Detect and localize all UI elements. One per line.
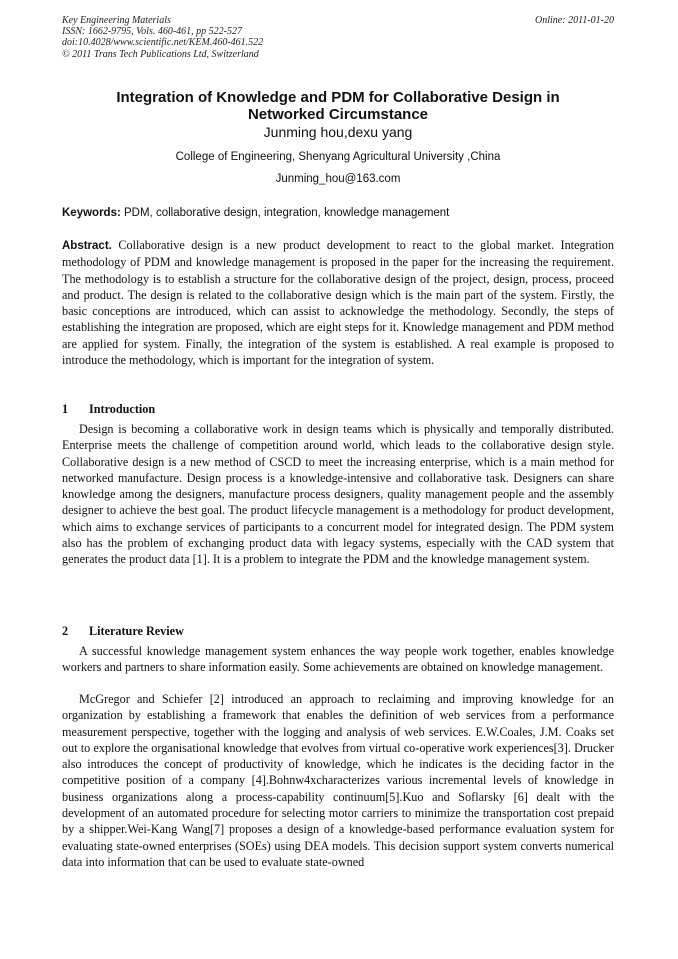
abstract-paragraph xyxy=(62,237,614,368)
journal-issn: ISSN: 1662-9795, Vols. 460-461, pp 522-527 xyxy=(62,26,242,38)
journal-name: Key Engineering Materials xyxy=(62,15,171,26)
literature-paragraph-2: McGregor and Schiefer [2] introduced an approach to reclaiming and improving knowledge for an organization by establishing a framework that enables the definition of web services from a performance measurement perspective, together with the logging and analysis of web services. E.W.Coales, J.M. Coaks set out to explore the organisational knowledge that evolves from virtual co-operative work experiences[3]. Drucker also introduces the concept of productivity of knowledge, which he indicates is the deciding factor in the competitive position of a company [4].Bohnw4xcharacterizes various incremental levels of knowledge in business organizations along a process-capability continuum[5].Kuo and Soflarsky [6] dealt with the development of an automated procedure for selecting motor carriers to minimize the transportation cost prepaid by a shipper.Wei-Kang Wang[7] proposes a design of a knowledge-based performance evaluation system for evaluating state-owned enterprises (SOEs) using DEA models. This decision support system converts numerical data into information that can be used to evaluate state-owned xyxy=(62,692,614,869)
paper-title-line-1: Integration of Knowledge and PDM for Collaborative Design in xyxy=(116,89,560,106)
abstract-text: Collaborative design is a new product development to react to the global market. Integration methodology of PDM and knowledge management is proposed in the paper for the increasing the requirement. The methodology is to establish a structure for the collaborative design of the project, design, process, proceed and product. The design is related to the collaborative design which is the main part of the system. Firstly, the basic conceptions are introduced, which can assist to acknowledge the methodology. Secondly, the steps of establishing the integration are proposed, which are eight steps for it. Knowledge management and PDM method are applied for system. Finally, the integration of the system is established. A real example is proposed to introduce the methodology, which is important for the integration of system. xyxy=(62,238,614,368)
journal-info xyxy=(62,15,263,60)
literature-paragraph-1: A successful knowledge management system enhances the way people work together, enables knowledge workers and partners to share information easily. Some achievements are obtained on knowledge management. xyxy=(62,644,614,675)
keywords-text: PDM, collaborative design, integration, knowledge management xyxy=(124,207,450,219)
section-number: 1 xyxy=(62,402,69,416)
section-title: Literature Review xyxy=(89,624,184,638)
section-heading-literature-review xyxy=(62,623,614,639)
section-heading-introduction xyxy=(62,401,614,417)
section-number: 2 xyxy=(62,624,69,638)
paper-title xyxy=(62,89,614,123)
journal-doi[interactable]: doi:10.4028/www.scientific.net/KEM.460-461.522 xyxy=(62,37,264,49)
keywords-line xyxy=(62,206,614,220)
introduction-paragraph: Design is becoming a collaborative work in design teams which is physically and temporally distributed. Enterprise meets the challenge of competition around world, which leads to the collaborative design style. Collaborative design is a new method of CSCD to meet the increasing enterprise, which is a main method for networked manufacture. Design process is a knowledge-intensive and collaborative task. Designers can share knowledge among the designers, manufacture process designers, quality management people and the assembly designer to achieve the best goal. The product lifecycle management is a methodology for product development, which aims to exchange services of participants to a concurrent model for integrated design. The PDM system also has the problem of exchanging product data with legacy systems, especially with the CAD system that generates the product data [1]. It is a problem to integrate the PDM and the knowledge management system. xyxy=(62,422,614,567)
abstract-label: Abstract. xyxy=(62,240,112,252)
journal-copyright: © 2011 Trans Tech Publications Ltd, Switzerland xyxy=(62,48,259,60)
author-email[interactable]: Junming_hou@163.com xyxy=(275,173,401,185)
keywords-label: Keywords: xyxy=(62,207,121,219)
online-date: Online: 2011-01-20 xyxy=(535,15,614,26)
paper-title-line-2: Networked Circumstance xyxy=(247,106,429,123)
paper-authors: Junming hou,dexu yang xyxy=(263,124,413,140)
section-title: Introduction xyxy=(89,402,156,416)
paper-affiliation: College of Engineering, Shenyang Agricultural University ,China xyxy=(175,151,501,163)
